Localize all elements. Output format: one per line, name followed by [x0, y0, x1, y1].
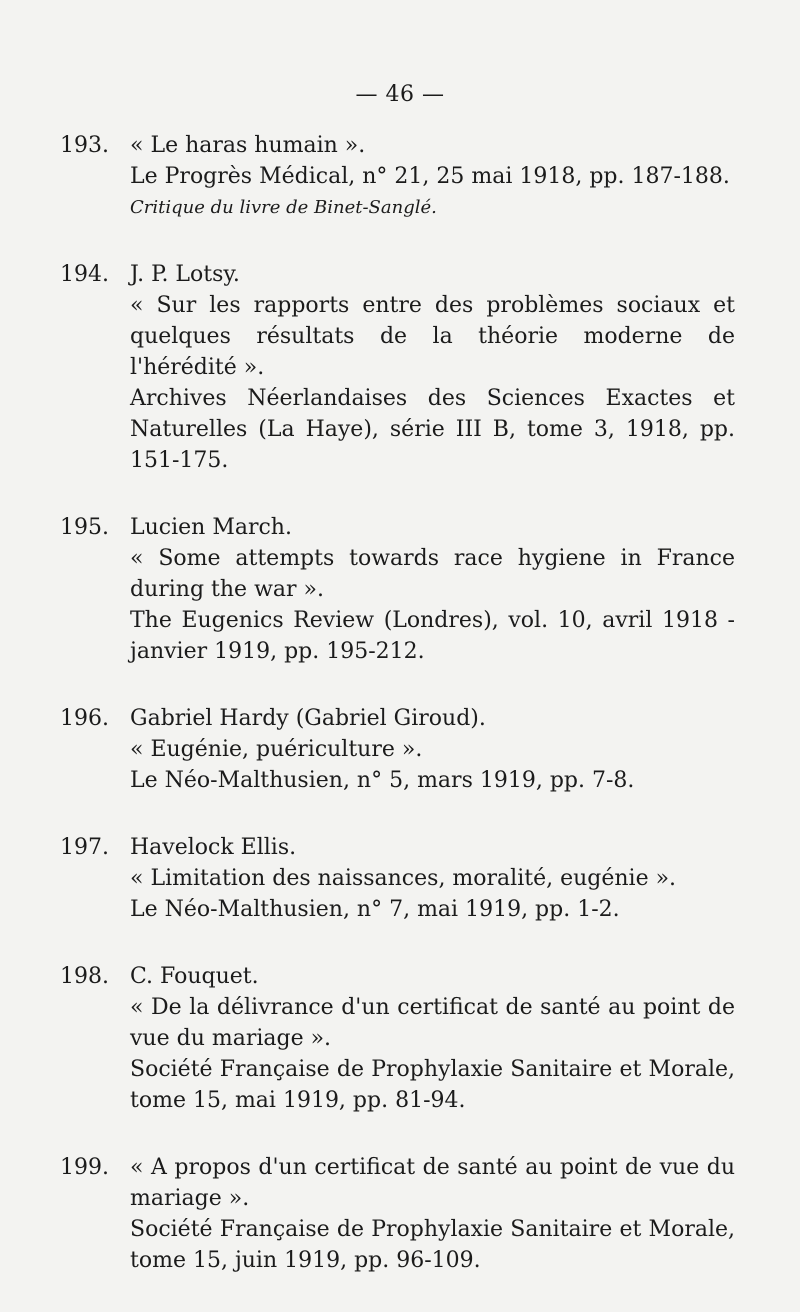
entry-title: « Eugénie, puériculture ».	[130, 737, 423, 762]
entry-source: Société Française de Prophylaxie Sanitaire et Morale, tome 15, mai 1919, pp. 81-94.	[130, 1057, 735, 1113]
bibliography-entry-194	[60, 259, 735, 476]
entry-title: « Le haras humain ».	[130, 133, 366, 158]
entry-author: J. P. Lotsy.	[130, 262, 240, 287]
entry-number: 196.	[60, 706, 109, 731]
entry-source: Le Néo-Malthusien, n° 7, mai 1919, pp. 1-2.	[130, 897, 620, 922]
entry-source: The Eugenics Review (Londres), vol. 10, avril 1918 - janvier 1919, pp. 195-212.	[130, 608, 735, 664]
entry-title: « Sur les rapports entre des problèmes sociaux et quelques résultats de la théorie moderne de l'hérédité ».	[130, 293, 735, 380]
entry-author: Gabriel Hardy (Gabriel Giroud).	[130, 706, 486, 731]
entry-title: « Some attempts towards race hygiene in France during the war ».	[130, 546, 735, 602]
entry-author: Havelock Ellis.	[130, 835, 297, 860]
entry-note: Critique du livre de Binet-Sanglé.	[130, 197, 437, 218]
entry-source: Le Néo-Malthusien, n° 5, mars 1919, pp. 7-8.	[130, 768, 635, 793]
entry-source: Archives Néerlandaises des Sciences Exactes et Naturelles (La Haye), série III B, tome 3, 1918, pp. 151-175.	[130, 386, 735, 473]
entry-source: Le Progrès Médical, n° 21, 25 mai 1918, pp. 187-188.	[130, 164, 730, 189]
bibliography-entry-196	[60, 703, 735, 796]
bibliography-list	[60, 130, 735, 1312]
bibliography-entry-193	[60, 130, 735, 223]
entry-number: 195.	[60, 515, 109, 540]
bibliography-entry-198	[60, 961, 735, 1116]
entry-title: « Limitation des naissances, moralité, eugénie ».	[130, 866, 677, 891]
entry-number: 194.	[60, 262, 109, 287]
entry-source: Société Française de Prophylaxie Sanitaire et Morale, tome 15, juin 1919, pp. 96-109.	[130, 1217, 735, 1273]
entry-number: 199.	[60, 1155, 109, 1180]
entry-author: Lucien March.	[130, 515, 292, 540]
entry-title: « De la délivrance d'un certificat de santé au point de vue du mariage ».	[130, 995, 735, 1051]
entry-title: « A propos d'un certificat de santé au point de vue du mariage ».	[130, 1155, 735, 1211]
entry-number: 198.	[60, 964, 109, 989]
entry-author: C. Fouquet.	[130, 964, 259, 989]
bibliography-entry-197	[60, 832, 735, 925]
entry-number: 197.	[60, 835, 109, 860]
page-number: — 46 —	[355, 82, 445, 107]
entry-number: 193.	[60, 133, 109, 158]
bibliography-entry-199	[60, 1152, 735, 1276]
bibliography-entry-195	[60, 512, 735, 667]
